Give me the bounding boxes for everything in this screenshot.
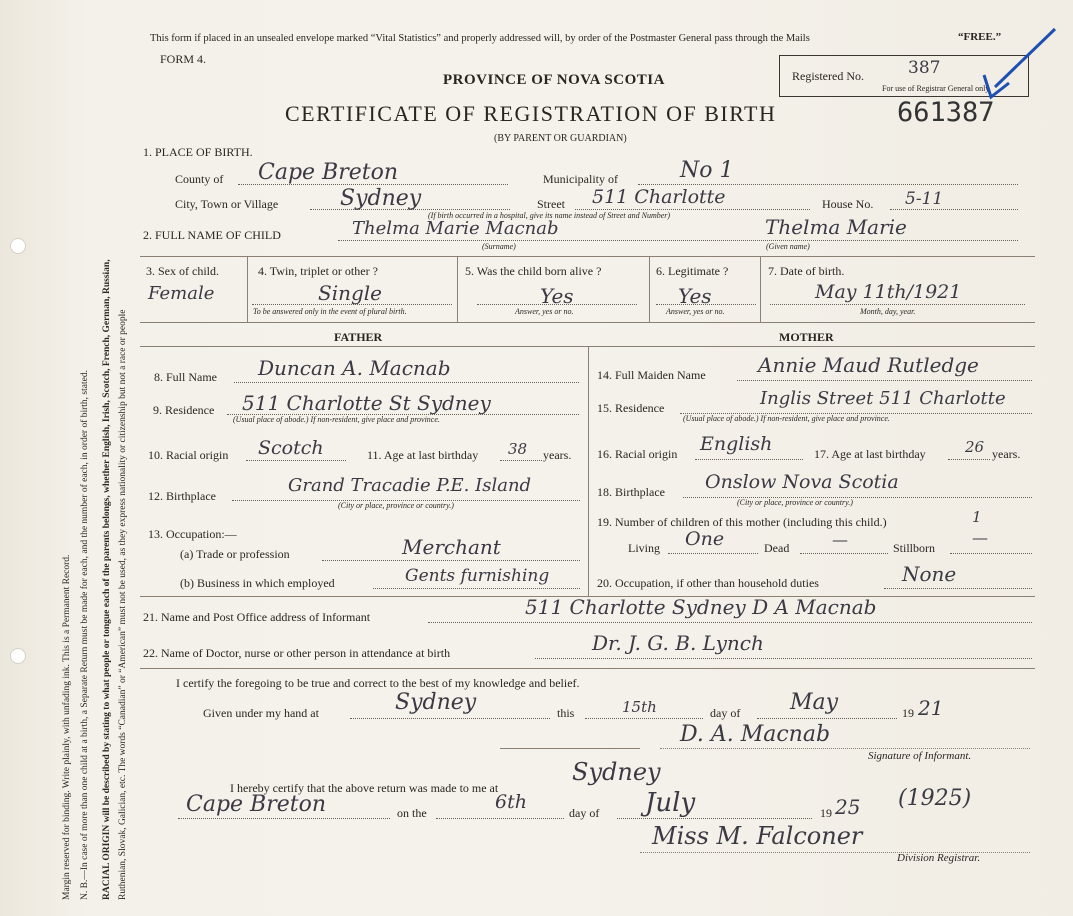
city-label: City, Town or Village (175, 197, 279, 211)
informant-month-value: May (790, 690, 839, 715)
dead-label: Dead (764, 541, 790, 555)
signature-of-informant-label: Signature of Informant. (868, 750, 972, 762)
father-age-label: 11. Age at last birthday (367, 448, 479, 462)
twin-value: Single (318, 281, 383, 305)
free-label: “FREE.” (958, 31, 1002, 43)
given-under-label: Given under my hand at (203, 706, 319, 720)
father-residence-note: (Usual place of abode.) If non-resident, give place and province. (233, 415, 440, 424)
informant-year-value: 21 (918, 696, 944, 720)
day-of-label: day of (710, 706, 741, 720)
informant-day-value: 15th (622, 698, 657, 716)
father-years-label: years. (543, 448, 572, 462)
registrar-county-value: Cape Breton (186, 792, 327, 817)
hospital-note: (If birth occurred in a hospital, give its name instead of Street and Number) (428, 211, 671, 220)
alive-label: 5. Was the child born alive ? (465, 264, 602, 278)
given-name-note: (Given name) (766, 242, 810, 251)
legitimate-value: Yes (678, 284, 712, 308)
binding-hole (10, 648, 26, 664)
this-label: this (557, 706, 575, 720)
father-birthplace-label: 12. Birthplace (148, 489, 216, 503)
mother-residence-label: 15. Residence (597, 401, 665, 415)
children-count-label: 19. Number of children of this mother (including this child.) (597, 515, 887, 529)
certify-statement: I certify the foregoing to be true and correct to the best of my knowledge and belief. (176, 676, 580, 690)
living-value: One (685, 528, 725, 550)
registrar-year-note: (1925) (898, 786, 972, 811)
business-value: Gents furnishing (405, 566, 550, 586)
registrar-use-note: For use of Registrar General only. (882, 84, 991, 93)
alive-note: Answer, yes or no. (515, 307, 574, 316)
dob-value: May 11th/1921 (815, 281, 962, 303)
mother-heading: MOTHER (779, 330, 834, 344)
mother-occupation-label: 20. Occupation, if other than household duties (597, 576, 819, 590)
mother-race-value: English (700, 433, 773, 455)
check-mark-icon (975, 25, 1060, 105)
twin-note: To be answered only in the event of plural birth. (253, 307, 407, 316)
certificate-subtitle: (BY PARENT OR GUARDIAN) (494, 133, 627, 144)
certificate-title: CERTIFICATE OF REGISTRATION OF BIRTH (285, 101, 777, 126)
child-name-label: 2. FULL NAME OF CHILD (143, 228, 281, 242)
stillborn-value: — (972, 528, 988, 547)
mother-birthplace-value: Onslow Nova Scotia (705, 471, 899, 493)
registered-label: Registered No. (792, 69, 864, 83)
mother-age-label: 17. Age at last birthday (814, 447, 926, 461)
mother-name-value: Annie Maud Rutledge (758, 353, 979, 377)
street-label: Street (537, 197, 565, 211)
mother-race-label: 16. Racial origin (597, 447, 678, 461)
binding-hole (10, 238, 26, 254)
house-value: 5-11 (905, 189, 944, 209)
county-label: County of (175, 172, 224, 186)
doctor-label: 22. Name of Doctor, nurse or other person in attendance at birth (143, 646, 451, 660)
informant-signature: D. A. Macnab (680, 722, 831, 747)
margin-note-binding: Margin reserved for binding. Write plainly, with unfading ink. This is a Permanent Record. (62, 554, 72, 900)
doctor-value: Dr. J. G. B. Lynch (592, 631, 764, 655)
child-surname-value: Thelma Marie Macnab (352, 218, 559, 239)
given-place-value: Sydney (395, 690, 477, 715)
father-residence-label: 9. Residence (153, 403, 215, 417)
street-value: 511 Charlotte (592, 186, 726, 208)
trade-label: (a) Trade or profession (180, 547, 290, 561)
mother-name-label: 14. Full Maiden Name (597, 368, 706, 382)
registrar-signature: Miss M. Falconer (652, 822, 863, 850)
business-label: (b) Business in which employed (180, 576, 335, 590)
mother-years-label: years. (992, 447, 1021, 461)
informant-label: 21. Name and Post Office address of Informant (143, 610, 371, 624)
father-residence-value: 511 Charlotte St Sydney (242, 391, 491, 415)
mother-residence-note: (Usual place of abode.) If non-resident, give place and province. (683, 414, 890, 423)
mother-birthplace-note: (City or place, province or country.) (737, 498, 853, 507)
father-name-label: 8. Full Name (154, 370, 217, 384)
form-number: FORM 4. (160, 52, 207, 66)
mother-occupation-value: None (902, 562, 957, 586)
sex-label: 3. Sex of child. (146, 264, 219, 278)
father-age-value: 38 (508, 440, 528, 458)
registrar-year-value: 25 (835, 795, 861, 819)
surname-note: (Surname) (482, 242, 516, 251)
municipality-value: No 1 (680, 158, 734, 183)
registrar-day-of-label: day of (569, 806, 600, 820)
postal-notice: This form if placed in an unsealed envelope marked “Vital Statistics” and properly addressed will, by order of the Postmaster General pass through the Mails (150, 33, 810, 44)
living-label: Living (628, 541, 660, 555)
house-label: House No. (822, 197, 874, 211)
father-birthplace-value: Grand Tracadie P.E. Island (288, 475, 532, 496)
dead-value: — (832, 530, 848, 549)
trade-value: Merchant (402, 535, 501, 559)
registrar-month-value: July (645, 788, 696, 818)
registrar-statement: I hereby certify that the above return was made to me at (230, 781, 499, 795)
legitimate-label: 6. Legitimate ? (656, 264, 729, 278)
margin-note-racial-origin-2: Ruthenian, Slovak, Galician, etc. The words “Canadian” or “American” must not be used, as they express nationality or citizenship but not a race or people (118, 309, 128, 900)
father-occupation-label: 13. Occupation:— (148, 527, 237, 541)
twin-label: 4. Twin, triplet or other ? (258, 264, 378, 278)
mother-age-value: 26 (965, 438, 985, 456)
stamped-number: 661387 (897, 97, 995, 128)
father-name-value: Duncan A. Macnab (258, 356, 451, 380)
legitimate-note: Answer, yes or no. (666, 307, 725, 316)
children-count-value: 1 (972, 508, 982, 526)
municipality-label: Municipality of (543, 172, 618, 186)
division-registrar-label: Division Registrar. (897, 852, 981, 864)
informant-year-prefix: 19 (902, 706, 914, 720)
father-heading: FATHER (334, 330, 383, 344)
sex-value: Female (148, 283, 215, 304)
informant-value: 511 Charlotte Sydney D A Macnab (525, 595, 877, 619)
city-value: Sydney (340, 186, 422, 211)
place-of-birth-section: 1. PLACE OF BIRTH. (143, 145, 253, 159)
mother-residence-value: Inglis Street 511 Charlotte (760, 388, 1006, 409)
registrar-day-value: 6th (495, 791, 527, 813)
father-birthplace-note: (City or place, province or country.) (338, 501, 454, 510)
registrar-place-value: Sydney (572, 758, 661, 786)
province-title: PROVINCE OF NOVA SCOTIA (443, 72, 665, 88)
child-given-value: Thelma Marie (765, 215, 907, 239)
father-race-label: 10. Racial origin (148, 448, 229, 462)
county-value: Cape Breton (258, 160, 399, 185)
mother-birthplace-label: 18. Birthplace (597, 485, 665, 499)
margin-note-racial-origin: RACIAL ORIGIN will be described by stating to what people or tongue each of the parents belongs, whether English, Irish, Scotch, French, German, Russian, (102, 259, 112, 900)
registered-number: 387 (908, 58, 941, 78)
stillborn-label: Stillborn (893, 541, 936, 555)
registrar-year-prefix: 19 (820, 806, 832, 820)
father-race-value: Scotch (258, 437, 324, 459)
dob-label: 7. Date of birth. (768, 264, 845, 278)
dob-note: Month, day, year. (860, 307, 916, 316)
margin-note-multiple-births: N. B.—In case of more than one child at a birth, a Separate Return must be made for each, and the number of each, in order of birth, stated. (80, 370, 90, 900)
on-the-label: on the (397, 806, 427, 820)
alive-value: Yes (540, 284, 574, 308)
